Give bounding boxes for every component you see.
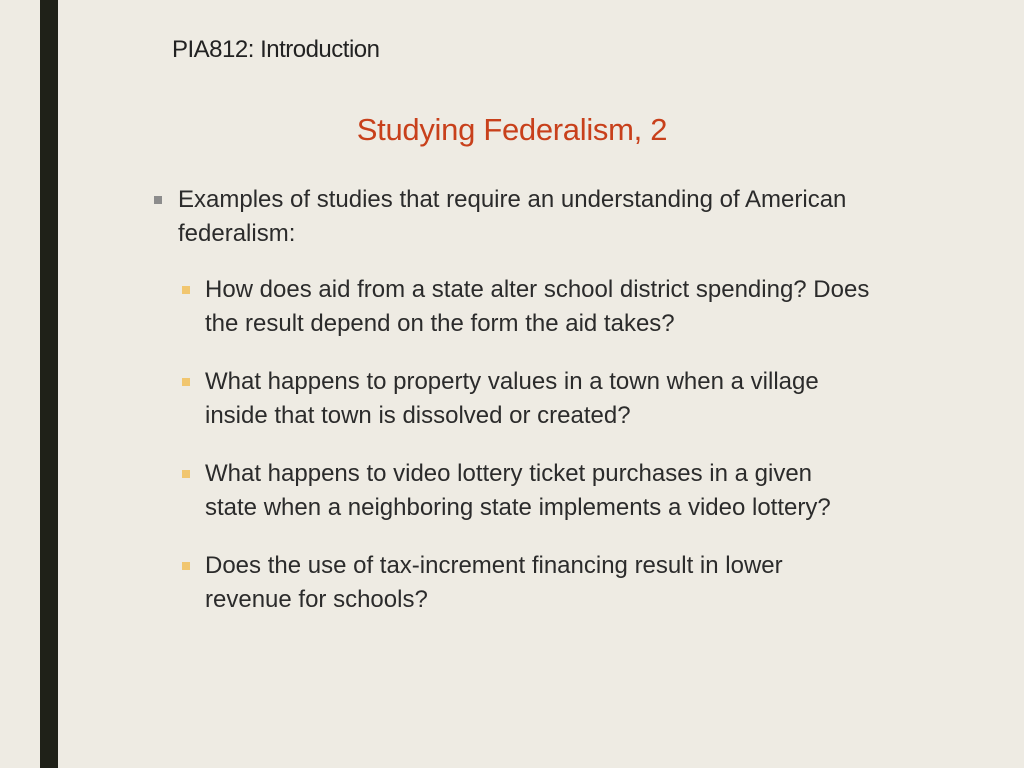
square-bullet-icon [182, 286, 190, 294]
sub-bullet-text: How does aid from a state alter school district spending? Does the result depend on the form the aid takes? [205, 276, 870, 337]
sub-bullet-text: What happens to video lottery ticket purchases in a given state when a neighboring state implements a video lottery? [205, 460, 831, 521]
sub-bullet [150, 457, 870, 525]
sub-bullet-text: What happens to property values in a town when a village inside that town is dissolved or created? [205, 368, 819, 429]
square-bullet-icon [182, 378, 190, 386]
square-bullet-icon [154, 196, 162, 204]
sub-bullet [150, 549, 870, 617]
main-bullet [150, 183, 870, 251]
slide-title [0, 112, 1024, 148]
square-bullet-icon [182, 470, 190, 478]
sub-bullet-list [150, 273, 870, 617]
sub-bullet [150, 273, 870, 341]
sub-bullet-text: Does the use of tax-increment financing result in lower revenue for schools? [205, 552, 783, 613]
bullet-list [150, 183, 870, 641]
sub-bullet [150, 365, 870, 433]
course-title: PIA812: Introduction [172, 36, 380, 63]
square-bullet-icon [182, 562, 190, 570]
slide-title-text: Studying Federalism, 2 [356, 112, 668, 147]
main-bullet-text: Examples of studies that require an understanding of American federalism: [178, 186, 847, 247]
